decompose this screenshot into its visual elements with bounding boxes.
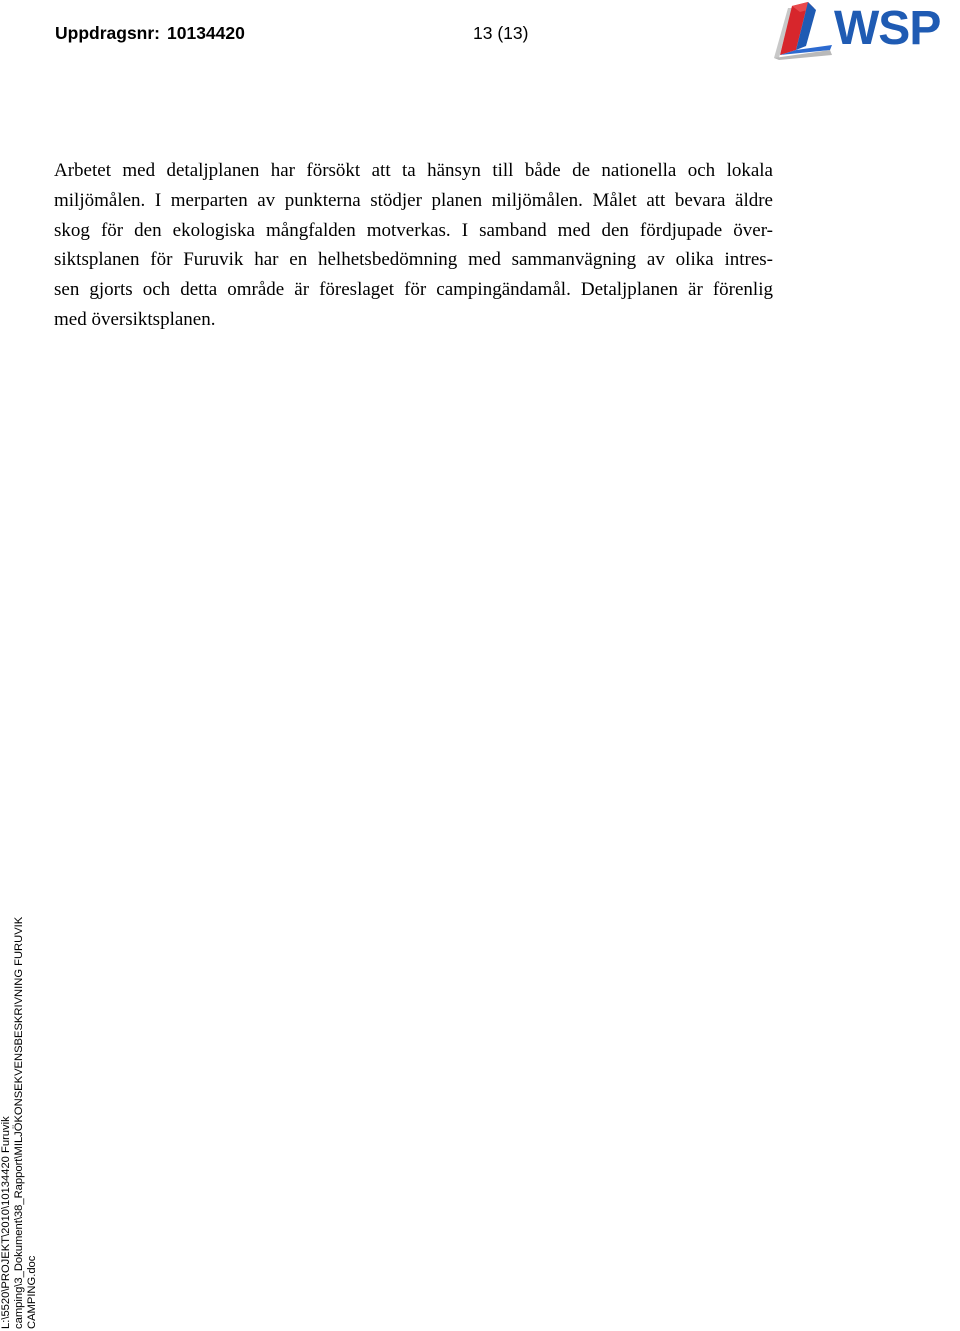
paragraph-line: med översiktsplanen. bbox=[54, 308, 216, 330]
project-number-label: Uppdragsnr: bbox=[55, 23, 160, 43]
body-paragraph bbox=[54, 156, 773, 335]
wsp-logo bbox=[770, 0, 960, 62]
paragraph-line: siktsplanen för Furuvik har en helhetsbedömning med sammanvägning av olika intres- bbox=[54, 249, 773, 271]
file-path-footer bbox=[0, 0, 39, 1331]
project-number-value: 10134420 bbox=[167, 23, 245, 43]
paragraph-line: skog för den ekologiska mångfalden motverkas. I samband med den fördjupade över- bbox=[54, 219, 773, 241]
page-number: 13 (13) bbox=[473, 23, 529, 43]
file-path-line: camping\3_Dokument\38_Rapport\MILJÖKONSEKVENSBESKRIVNING FURUVIK bbox=[13, 916, 25, 1329]
file-path-line: L:\5520\PROJEKT\2010\10134420 Furuvik bbox=[0, 1116, 12, 1329]
project-number-header bbox=[55, 23, 245, 44]
paragraph-line: sen gjorts och detta område är föreslaget för campingändamål. Detaljplanen är förenlig bbox=[54, 279, 773, 301]
logo-wordmark: WSP bbox=[834, 2, 941, 55]
paragraph-line: miljömålen. I merparten av punkterna stödjer planen miljömålen. Målet att bevara äldre bbox=[54, 189, 773, 211]
paragraph-line: Arbetet med detaljplanen har försökt att ta hänsyn till både de nationella och lokala bbox=[54, 160, 773, 181]
file-path-line: CAMPING.doc bbox=[26, 1255, 38, 1329]
